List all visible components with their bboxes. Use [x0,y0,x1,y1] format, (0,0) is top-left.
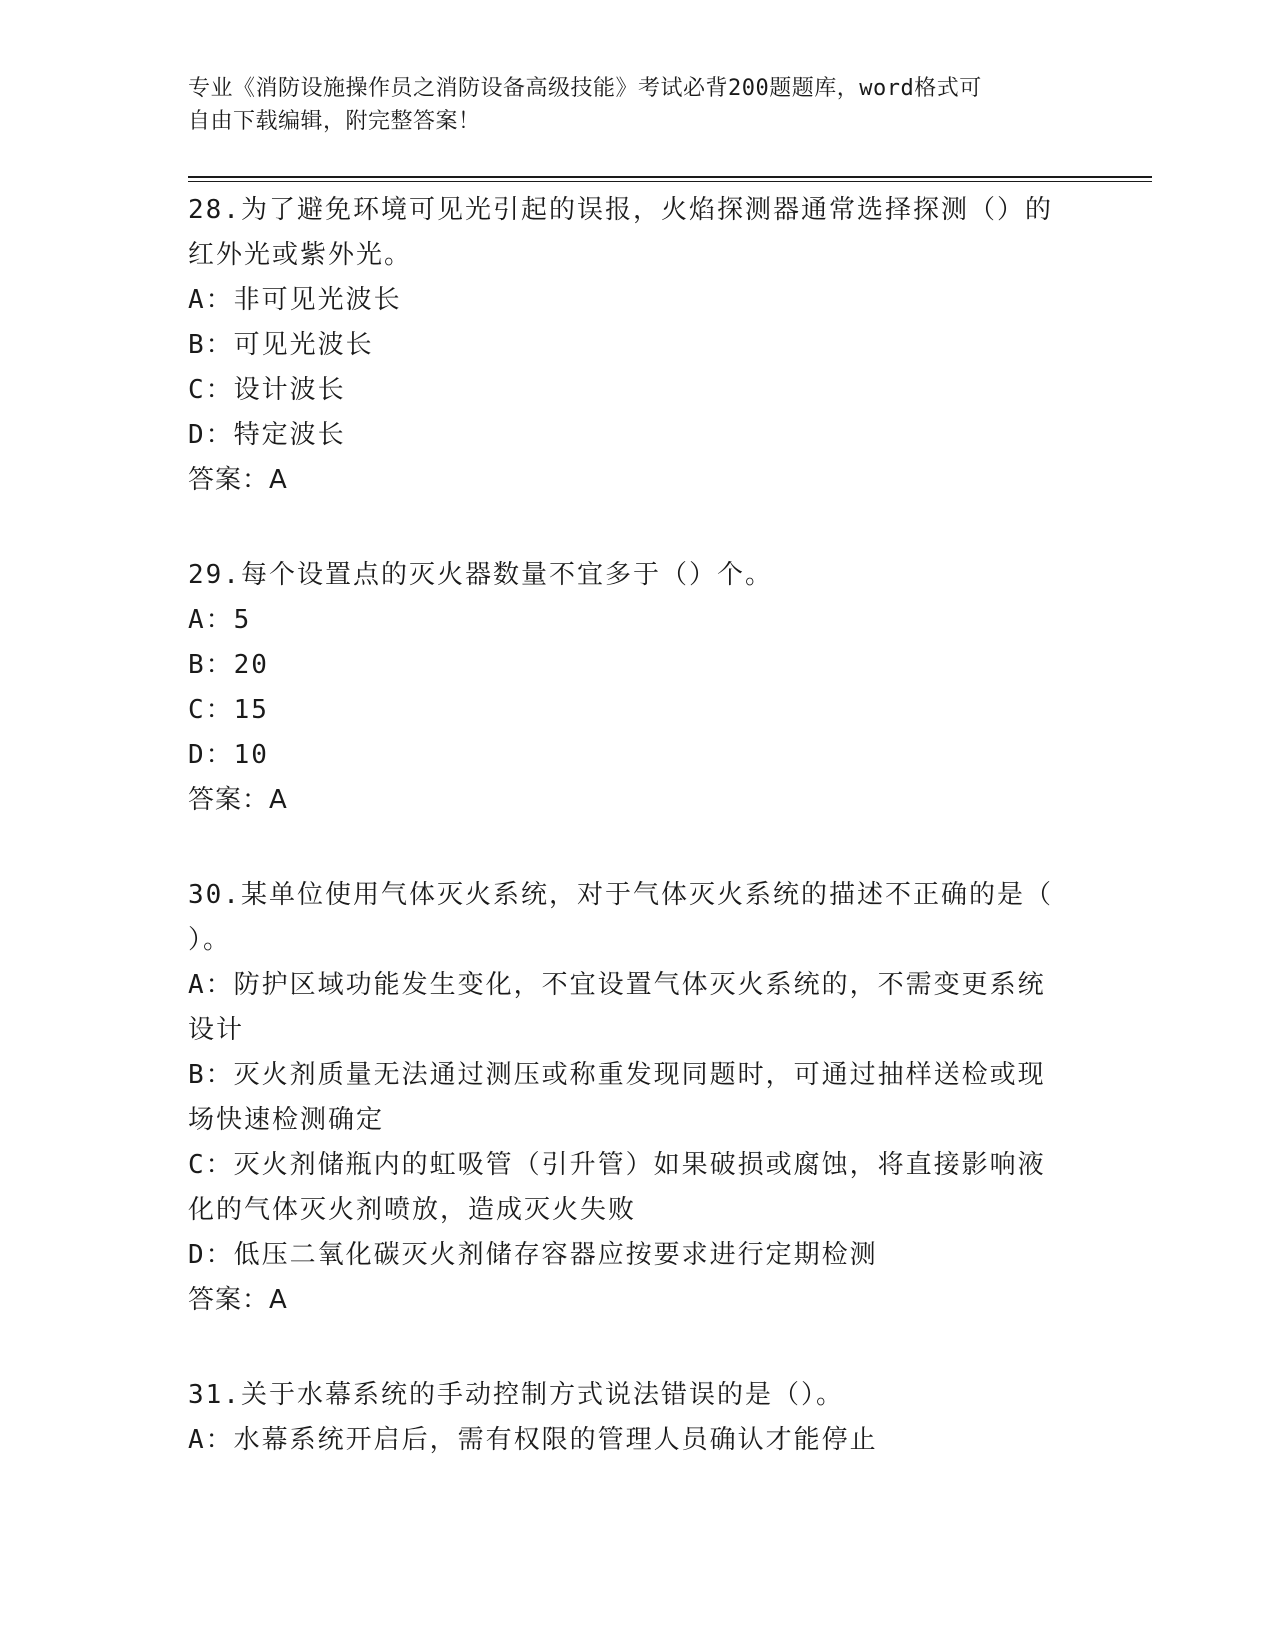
question-text: 28.为了避免环境可见光引起的误报，火焰探测器通常选择探测（）的 [188,195,1053,225]
answer: 答案：A [188,1285,288,1315]
option-b: B：20 [188,650,269,680]
answer: 答案：A [188,465,288,495]
question-text: ）。 [188,925,232,955]
option-a: A：水幕系统开启后，需有权限的管理人员确认才能停止 [188,1425,878,1455]
option-c: C：设计波长 [188,375,346,405]
question-31 [188,1373,1088,1463]
option-c: C：15 [188,695,269,725]
option-a: A：5 [188,605,252,635]
option-b-cont: 场快速检测确定 [188,1105,385,1135]
option-a: A：防护区域功能发生变化，不宜设置气体灭火系统的，不需变更系统 [188,970,1046,1000]
option-c-cont: 化的气体灭火剂喷放，造成灭火失败 [188,1195,637,1225]
header-line-1: 专业《消防设施操作员之消防设备高级技能》考试必背200题题库，word格式可 [188,76,982,101]
question-30 [188,873,1088,1323]
question-text: 30.某单位使用气体灭火系统，对于气体灭火系统的描述不正确的是（ [188,880,1053,910]
answer: 答案：A [188,785,288,815]
question-28 [188,188,1088,503]
header-divider [188,176,1152,178]
header-line-2: 自由下载编辑，附完整答案！ [188,109,481,134]
option-d: D：低压二氧化碳灭火剂储存容器应按要求进行定期检测 [188,1240,878,1270]
document-header [188,72,1088,138]
option-b: B：可见光波长 [188,330,374,360]
question-text: 31.关于水幕系统的手动控制方式说法错误的是（）。 [188,1380,844,1410]
header-divider-thin [188,181,1152,182]
option-d: D：特定波长 [188,420,346,450]
option-a: A：非可见光波长 [188,285,402,315]
option-d: D：10 [188,740,269,770]
question-text: 29.每个设置点的灭火器数量不宜多于（）个。 [188,560,773,590]
question-text: 红外光或紫外光。 [188,240,413,270]
option-a-cont: 设计 [188,1015,245,1045]
option-b: B：灭火剂质量无法通过测压或称重发现同题时，可通过抽样送检或现 [188,1060,1046,1090]
question-29 [188,553,1088,823]
option-c: C：灭火剂储瓶内的虹吸管（引升管）如果破损或腐蚀，将直接影响液 [188,1150,1046,1180]
